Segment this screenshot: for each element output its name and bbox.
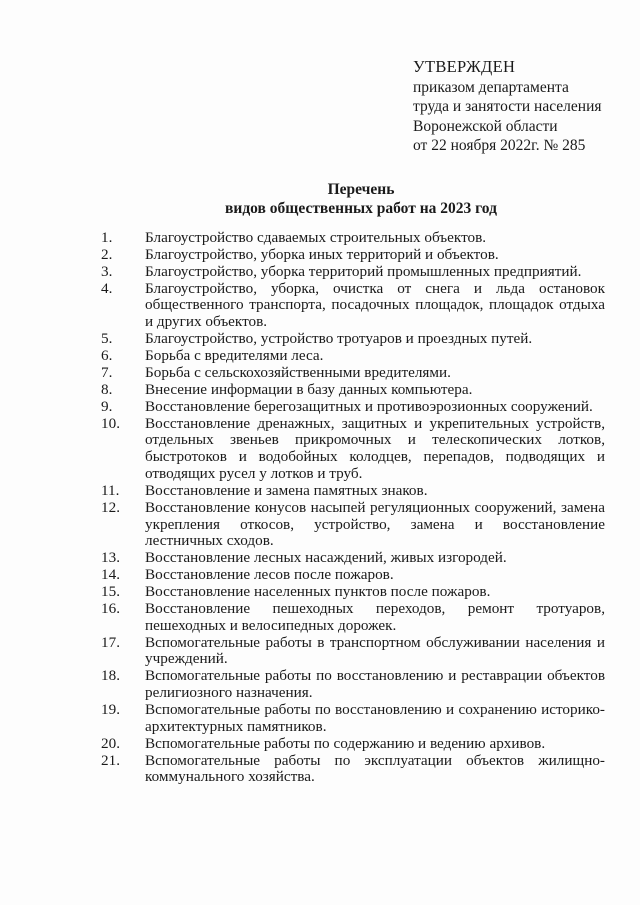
item-number: 18. [101, 667, 120, 685]
heading-line-2: видов общественных работ на 2023 год [225, 200, 497, 217]
list-item [0, 567, 640, 584]
list-item [0, 382, 640, 399]
item-number: 21. [101, 751, 120, 769]
item-number: 13. [101, 549, 120, 567]
item-text: Благоустройство, уборка иных территорий и объектов. [145, 245, 499, 263]
item-number: 10. [101, 414, 120, 432]
item-number: 9. [101, 397, 113, 415]
approval-block [413, 57, 633, 156]
list-item [0, 247, 640, 264]
item-text: Благоустройство, уборка, очистка от снега и льда остановок общественного транспорта, посадочных площадок, площадок отдыха и других объектов. [145, 279, 605, 331]
item-text: Благоустройство, уборка территорий промышленных предприятий. [145, 262, 582, 280]
item-number: 16. [101, 599, 120, 617]
item-number: 4. [101, 279, 113, 297]
document-heading [0, 180, 640, 218]
item-text: Вспомогательные работы по восстановлению и сохранению историко-архитектурных памятников. [145, 701, 605, 735]
item-number: 2. [101, 245, 113, 263]
list-item [0, 483, 640, 500]
item-text: Вспомогательные работы по восстановлению и реставрации объектов религиозного назначения. [145, 667, 605, 702]
item-number: 15. [101, 583, 120, 601]
list-item [0, 584, 640, 601]
approval-line-3: Воронежской области [413, 117, 558, 135]
item-number: 14. [101, 566, 120, 584]
item-text: Борьба с сельскохозяйственными вредителями. [145, 363, 451, 381]
list-item [0, 365, 640, 382]
item-text: Вспомогательные работы по содержанию и ведению архивов. [145, 734, 546, 752]
item-text: Благоустройство, устройство тротуаров и проездных путей. [145, 330, 533, 348]
item-number: 5. [101, 330, 113, 348]
list-item [0, 500, 640, 550]
item-number: 19. [101, 701, 120, 718]
item-text: Восстановление дренажных, защитных и укрепительных устройств, отдельных звеньев прикромочных и телескопических лотков, быстротоков и водобойных колодцев, перепадов, подводящих и отводящих русел у лотков и труб. [145, 414, 605, 482]
item-number: 6. [101, 347, 113, 365]
list-item [0, 601, 640, 635]
item-text: Восстановление пешеходных переходов, ремонт тротуаров, пешеходных и велосипедных дорожек. [145, 599, 605, 634]
approval-line-1: приказом департамента [413, 78, 569, 96]
list-item [0, 668, 640, 702]
list-item [0, 331, 640, 348]
item-text: Вспомогательные работы в транспортном обслуживании населения и учреждений. [145, 633, 605, 668]
item-text: Внесение информации в базу данных компьютера. [145, 380, 473, 398]
works-list [0, 230, 640, 786]
item-text: Восстановление лесных насаждений, живых изгородей. [145, 549, 507, 567]
list-item [0, 264, 640, 281]
item-number: 3. [101, 262, 113, 280]
approval-title: УТВЕРЖДЕН [413, 57, 516, 76]
item-number: 7. [101, 363, 113, 381]
item-text: Борьба с вредителями леса. [145, 347, 324, 365]
item-number: 8. [101, 380, 113, 398]
item-text: Восстановление берегозащитных и противоэрозионных сооружений. [145, 397, 593, 415]
item-number: 12. [101, 498, 120, 516]
list-item [0, 281, 640, 331]
approval-line-2: труда и занятости населения [413, 98, 602, 115]
list-item [0, 736, 640, 753]
item-text: Восстановление лесов после пожаров. [145, 566, 394, 584]
item-number: 1. [101, 229, 113, 246]
approval-line-4: от 22 ноября 2022г. № 285 [413, 137, 586, 154]
list-item [0, 635, 640, 669]
list-item [0, 550, 640, 567]
heading-line-1: Перечень [327, 181, 395, 198]
item-text: Благоустройство сдаваемых строительных объектов. [145, 229, 487, 246]
item-number: 20. [101, 734, 120, 752]
item-text: Восстановление населенных пунктов после пожаров. [145, 583, 491, 601]
list-item [0, 702, 640, 736]
item-text: Вспомогательные работы по эксплуатации объектов жилищно-коммунального хозяйства. [145, 751, 605, 786]
list-item [0, 348, 640, 365]
item-text: Восстановление и замена памятных знаков. [145, 481, 428, 499]
list-item [0, 399, 640, 416]
item-number: 17. [101, 633, 120, 651]
list-item [0, 753, 640, 787]
list-item [0, 230, 640, 247]
item-number: 11. [101, 481, 120, 499]
list-item [0, 416, 640, 483]
item-text: Восстановление конусов насыпей регуляционных сооружений, замена укрепления откосов, устройство, замена и восстановление лестничных сходов. [145, 498, 605, 550]
